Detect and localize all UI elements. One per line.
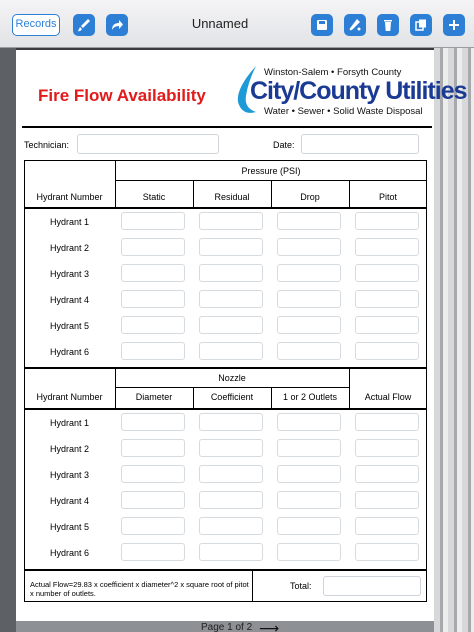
pressure-input-h3-c3[interactable] (277, 264, 341, 282)
total-label: Total: (290, 581, 312, 591)
document-title: Unnamed (191, 16, 249, 31)
total-field[interactable] (323, 576, 421, 596)
grid-line (24, 408, 427, 410)
column-static: Static (142, 192, 166, 202)
utility-logo (230, 64, 467, 124)
date-label: Date: (273, 140, 295, 150)
pressure-hydrant-label: Hydrant 6 (49, 347, 90, 357)
nozzle-input-h5-c4[interactable] (355, 517, 419, 535)
flow-formula-note: Actual Flow=29.83 x coefficient x diameter^2 x square root of pitot x number of outlets. (30, 580, 249, 598)
pressure-input-h1-c2[interactable] (199, 212, 263, 230)
grid-line (24, 207, 427, 209)
nozzle-row-header: Hydrant Number (36, 392, 103, 402)
logo-bottom-line: Water • Sewer • Solid Waste Disposal (264, 106, 423, 117)
nozzle-hydrant-label: Hydrant 1 (49, 418, 90, 428)
pressure-input-h4-c1[interactable] (121, 290, 185, 308)
form-title: Fire Flow Availability (38, 86, 206, 105)
logo-top-line: Winston-Salem • Forsyth County (264, 67, 402, 78)
header-divider (22, 126, 432, 128)
nozzle-input-h6-c4[interactable] (355, 543, 419, 561)
date-field[interactable] (301, 134, 419, 154)
nozzle-input-h5-c3[interactable] (277, 517, 341, 535)
nozzle-input-h2-c4[interactable] (355, 439, 419, 457)
pressure-input-h5-c1[interactable] (121, 316, 185, 334)
pressure-hydrant-label: Hydrant 4 (49, 295, 90, 305)
pressure-input-h3-c4[interactable] (355, 264, 419, 282)
background-right (434, 48, 474, 632)
nozzle-input-h3-c3[interactable] (277, 465, 341, 483)
nozzle-input-h3-c4[interactable] (355, 465, 419, 483)
pressure-input-h3-c2[interactable] (199, 264, 263, 282)
nozzle-input-h1-c3[interactable] (277, 413, 341, 431)
pressure-input-h2-c1[interactable] (121, 238, 185, 256)
grid-line (115, 387, 349, 388)
nozzle-input-h1-c1[interactable] (121, 413, 185, 431)
pressure-input-h2-c2[interactable] (199, 238, 263, 256)
pressure-input-h4-c4[interactable] (355, 290, 419, 308)
grid-line (24, 367, 427, 369)
column-residual: Residual (214, 192, 250, 202)
nozzle-input-h3-c1[interactable] (121, 465, 185, 483)
share-icon[interactable] (106, 14, 128, 36)
nozzle-input-h6-c3[interactable] (277, 543, 341, 561)
save-icon[interactable] (311, 14, 333, 36)
nozzle-hydrant-label: Hydrant 5 (49, 522, 90, 532)
nozzle-input-h4-c2[interactable] (199, 491, 263, 509)
pressure-input-h1-c1[interactable] (121, 212, 185, 230)
nozzle-input-h4-c3[interactable] (277, 491, 341, 509)
next-page-arrow-icon[interactable]: ⟶ (259, 621, 280, 632)
pressure-hydrant-label: Hydrant 3 (49, 269, 90, 279)
pressure-input-h6-c3[interactable] (277, 342, 341, 360)
page-indicator: Page 1 of 2 (201, 622, 253, 632)
pressure-input-h5-c4[interactable] (355, 316, 419, 334)
pressure-hydrant-label: Hydrant 2 (49, 243, 90, 253)
column-actual-flow: Actual Flow (364, 392, 412, 402)
pressure-hydrant-label: Hydrant 5 (49, 321, 90, 331)
nozzle-hydrant-label: Hydrant 4 (49, 496, 90, 506)
top-toolbar (0, 0, 474, 48)
nozzle-hydrant-label: Hydrant 3 (49, 470, 90, 480)
copy-icon[interactable] (410, 14, 432, 36)
pressure-input-h6-c2[interactable] (199, 342, 263, 360)
nozzle-hydrant-label: Hydrant 2 (49, 444, 90, 454)
nozzle-input-h2-c2[interactable] (199, 439, 263, 457)
pressure-input-h4-c2[interactable] (199, 290, 263, 308)
nozzle-input-h1-c2[interactable] (199, 413, 263, 431)
form-page (16, 50, 467, 621)
pressure-input-h5-c3[interactable] (277, 316, 341, 334)
logo-name: City/County Utilities (250, 77, 467, 105)
grid-line (24, 569, 427, 571)
trash-icon[interactable] (377, 14, 399, 36)
nozzle-input-h4-c4[interactable] (355, 491, 419, 509)
nozzle-input-h6-c1[interactable] (121, 543, 185, 561)
pressure-input-h6-c1[interactable] (121, 342, 185, 360)
nozzle-input-h5-c2[interactable] (199, 517, 263, 535)
pressure-input-h5-c2[interactable] (199, 316, 263, 334)
nozzle-input-h1-c4[interactable] (355, 413, 419, 431)
pressure-row-header: Hydrant Number (36, 192, 103, 202)
pressure-input-h1-c4[interactable] (355, 212, 419, 230)
add-icon[interactable] (443, 14, 465, 36)
nozzle-hydrant-label: Hydrant 6 (49, 548, 90, 558)
pressure-input-h2-c3[interactable] (277, 238, 341, 256)
pressure-input-h2-c4[interactable] (355, 238, 419, 256)
pressure-header: Pressure (PSI) (241, 166, 301, 176)
nozzle-input-h4-c1[interactable] (121, 491, 185, 509)
flask-icon[interactable] (344, 14, 366, 36)
pressure-input-h3-c1[interactable] (121, 264, 185, 282)
technician-field[interactable] (77, 134, 219, 154)
records-button[interactable]: Records (12, 14, 60, 36)
pressure-input-h4-c3[interactable] (277, 290, 341, 308)
column-outlets: 1 or 2 Outlets (282, 392, 338, 402)
brush-icon[interactable] (73, 14, 95, 36)
nozzle-input-h6-c2[interactable] (199, 543, 263, 561)
nozzle-header: Nozzle (218, 373, 246, 383)
technician-label: Technician: (24, 140, 70, 150)
column-drop: Drop (300, 192, 320, 202)
nozzle-input-h2-c3[interactable] (277, 439, 341, 457)
nozzle-input-h2-c1[interactable] (121, 439, 185, 457)
column-coefficient: Coefficient (210, 392, 254, 402)
column-diameter: Diameter (135, 392, 173, 402)
nozzle-input-h3-c2[interactable] (199, 465, 263, 483)
pressure-input-h6-c4[interactable] (355, 342, 419, 360)
column-pitot: Pitot (378, 192, 397, 202)
pressure-hydrant-label: Hydrant 1 (49, 217, 90, 227)
pager-bar (16, 621, 434, 632)
grid-line (252, 569, 253, 602)
pressure-input-h1-c3[interactable] (277, 212, 341, 230)
background-left (0, 48, 16, 632)
nozzle-input-h5-c1[interactable] (121, 517, 185, 535)
